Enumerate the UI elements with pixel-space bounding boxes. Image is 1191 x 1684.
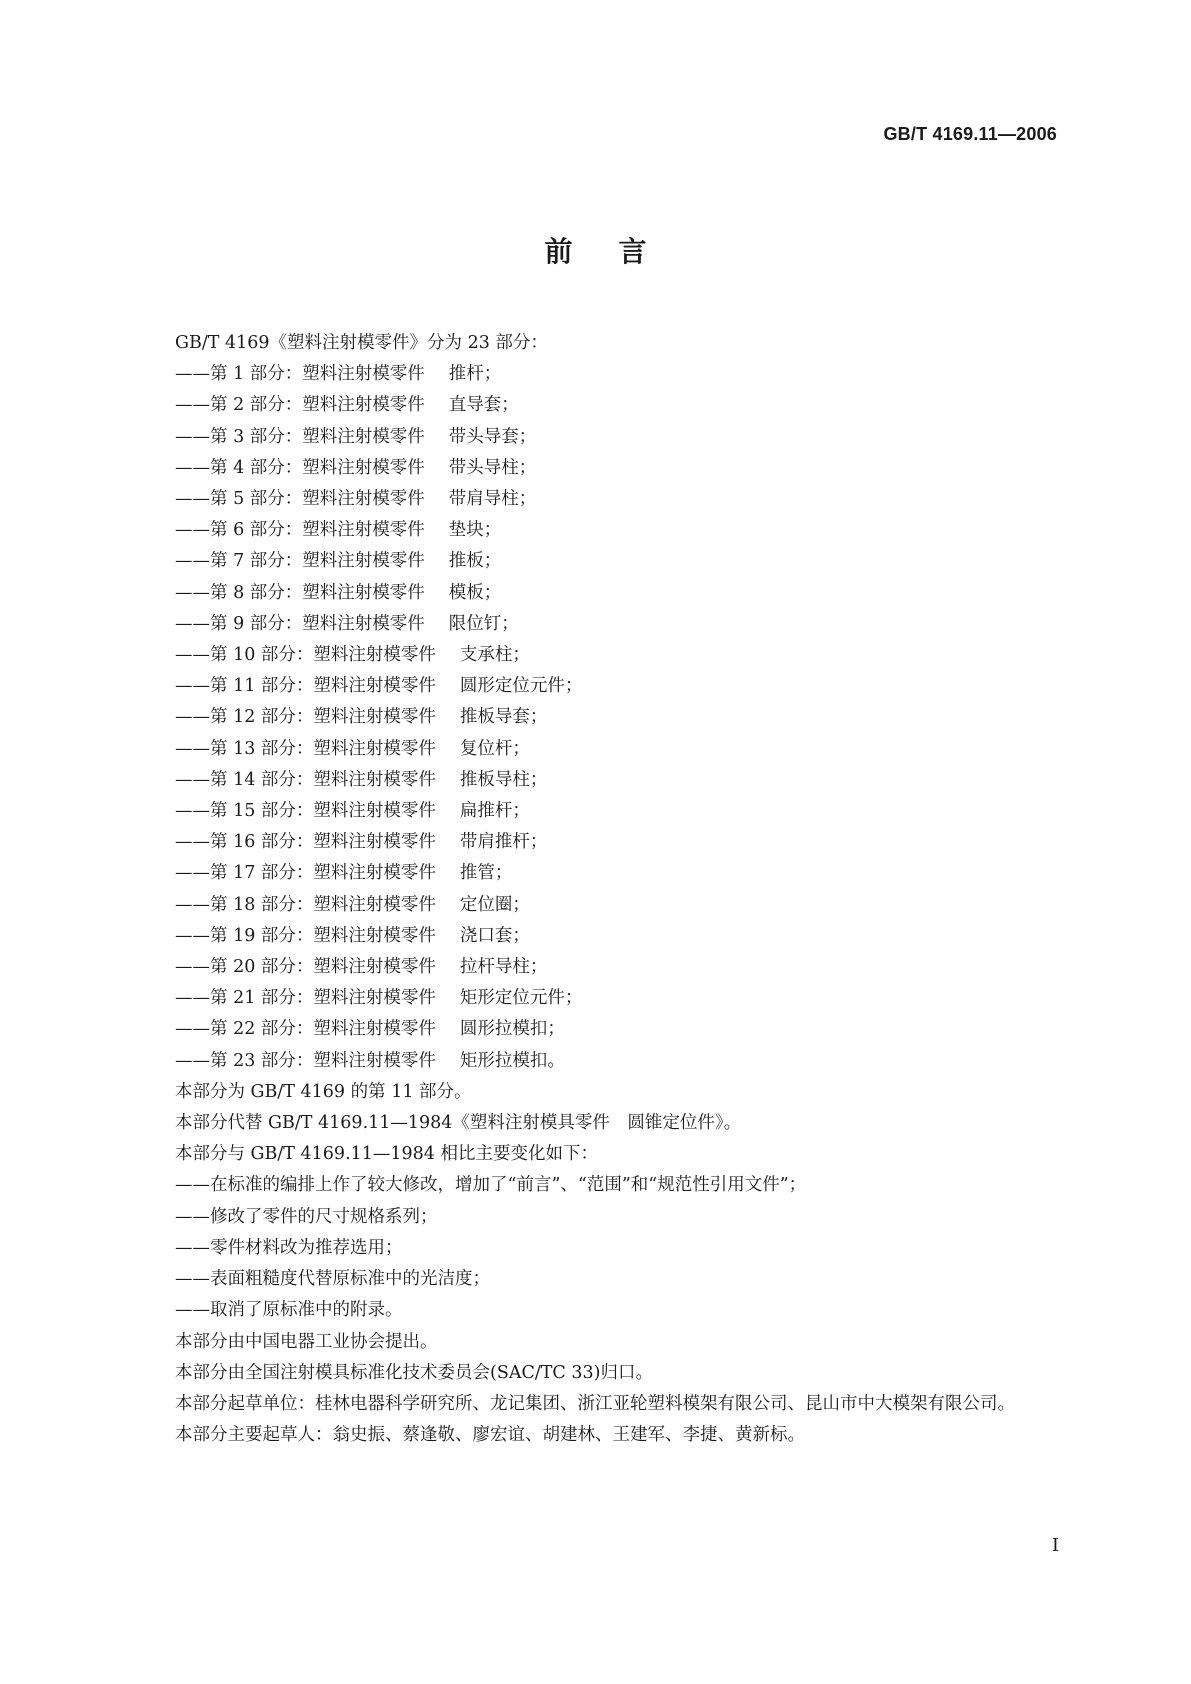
part-name: 推管； — [459, 863, 513, 884]
intro-paragraph: GB/T 4169《塑料注射模零件》分为 23 部分： — [175, 333, 548, 353]
part-prefix: ——第 23 部分：塑料注射模零件 — [175, 1050, 436, 1071]
changes-intro: 本部分与 GB/T 4169.11—1984 相比主要变化如下： — [175, 1144, 598, 1165]
part-item — [131, 1046, 1061, 1077]
part-prefix: ——第 2 部分：塑料注射模零件 — [175, 395, 425, 416]
part-prefix: ——第 13 部分：塑料注射模零件 — [175, 738, 436, 759]
part-prefix: ——第 16 部分：塑料注射模零件 — [175, 832, 436, 853]
part-prefix: ——第 6 部分：塑料注射模零件 — [175, 520, 425, 541]
part-item — [131, 484, 1061, 515]
change-item: ——零件材料改为推荐选用； — [175, 1237, 403, 1258]
part-name: 限位钉； — [448, 613, 519, 634]
part-item — [131, 734, 1061, 765]
drafting-units-statement: 本部分起草单位：桂林电器科学研究所、龙记集团、浙江亚轮塑料模架有限公司、昆山市中大模架有限公司。 — [175, 1393, 1015, 1414]
part-item — [131, 546, 1061, 577]
foreword-body — [131, 328, 1061, 1451]
page-number: I — [1051, 1535, 1059, 1556]
part-prefix: ——第 8 部分：塑料注射模零件 — [175, 582, 425, 603]
change-item: ——表面粗糙度代替原标准中的光洁度； — [175, 1269, 490, 1290]
part-item — [131, 609, 1061, 640]
part-item — [131, 422, 1061, 453]
part-prefix: ——第 20 部分：塑料注射模零件 — [175, 957, 436, 978]
part-name: 带头导套； — [448, 426, 537, 447]
part-prefix: ——第 22 部分：塑料注射模零件 — [175, 1019, 436, 1040]
part-prefix: ——第 15 部分：塑料注射模零件 — [175, 801, 436, 822]
part-name: 拉杆导柱； — [459, 957, 548, 978]
part-name: 带头导柱； — [448, 457, 537, 478]
part-prefix: ——第 14 部分：塑料注射模零件 — [175, 769, 436, 790]
part-prefix: ——第 21 部分：塑料注射模零件 — [175, 988, 436, 1009]
part-item — [131, 702, 1061, 733]
part-item — [131, 359, 1061, 390]
part-name: 浇口套； — [459, 925, 530, 946]
part-of-statement: 本部分为 GB/T 4169 的第 11 部分。 — [175, 1081, 472, 1102]
part-name: 推板； — [448, 551, 502, 572]
part-name: 垫块； — [448, 520, 502, 541]
replaces-statement: 本部分代替 GB/T 4169.11—1984《塑料注射模具零件 圆锥定位件》。 — [175, 1113, 742, 1134]
part-item — [131, 390, 1061, 421]
managed-by-statement: 本部分由全国注射模具标准化技术委员会(SAC/TC 33)归口。 — [175, 1362, 653, 1383]
part-prefix: ——第 9 部分：塑料注射模零件 — [175, 613, 425, 634]
part-name: 矩形拉模扣。 — [459, 1050, 565, 1071]
part-item — [131, 796, 1061, 827]
part-name: 直导套； — [448, 395, 519, 416]
part-item — [131, 921, 1061, 952]
part-item — [131, 952, 1061, 983]
part-item — [131, 640, 1061, 671]
part-item — [131, 858, 1061, 889]
part-prefix: ——第 10 部分：塑料注射模零件 — [175, 645, 436, 666]
part-item — [131, 671, 1061, 702]
part-name: 支承柱； — [459, 645, 530, 666]
drafters-statement: 本部分主要起草人：翁史振、蔡逢敬、廖宏谊、胡建林、王建军、李捷、黄新标。 — [175, 1425, 805, 1446]
part-prefix: ——第 7 部分：塑料注射模零件 — [175, 551, 425, 572]
change-item: ——修改了零件的尺寸规格系列； — [175, 1206, 438, 1227]
part-item — [131, 453, 1061, 484]
part-prefix: ——第 12 部分：塑料注射模零件 — [175, 707, 436, 728]
part-name: 模板； — [448, 582, 502, 603]
part-name: 扁推杆； — [459, 801, 530, 822]
part-name: 圆形拉模扣； — [459, 1019, 565, 1040]
part-item — [131, 983, 1061, 1014]
part-name: 带肩导柱； — [448, 489, 537, 510]
part-item — [131, 765, 1061, 796]
part-prefix: ——第 11 部分：塑料注射模零件 — [175, 676, 436, 697]
part-prefix: ——第 1 部分：塑料注射模零件 — [175, 364, 425, 385]
part-name: 推杆； — [448, 364, 502, 385]
part-prefix: ——第 3 部分：塑料注射模零件 — [175, 426, 425, 447]
part-item — [131, 1014, 1061, 1045]
part-prefix: ——第 17 部分：塑料注射模零件 — [175, 863, 436, 884]
part-name: 定位圈； — [459, 894, 530, 915]
part-name: 推板导柱； — [459, 769, 548, 790]
parts-list — [131, 359, 1061, 1077]
part-name: 复位杆； — [459, 738, 530, 759]
part-prefix: ——第 4 部分：塑料注射模零件 — [175, 457, 425, 478]
standard-number: GB/T 4169.11—2006 — [883, 124, 1057, 144]
part-prefix: ——第 5 部分：塑料注射模零件 — [175, 489, 425, 510]
part-item — [131, 515, 1061, 546]
change-item: ——取消了原标准中的附录。 — [175, 1300, 403, 1321]
part-name: 推板导套； — [459, 707, 548, 728]
change-item: ——在标准的编排上作了较大修改，增加了“前言”、“范围”和“规范性引用文件”； — [175, 1175, 807, 1196]
part-name: 圆形定位元件； — [459, 676, 583, 697]
part-prefix: ——第 18 部分：塑料注射模零件 — [175, 894, 436, 915]
proposed-by-statement: 本部分由中国电器工业协会提出。 — [175, 1331, 438, 1352]
part-item — [131, 578, 1061, 609]
part-item — [131, 827, 1061, 858]
page-title: 前言 — [544, 235, 693, 268]
part-item — [131, 890, 1061, 921]
part-prefix: ——第 19 部分：塑料注射模零件 — [175, 925, 436, 946]
part-name: 矩形定位元件； — [459, 988, 583, 1009]
part-name: 带肩推杆； — [459, 832, 548, 853]
